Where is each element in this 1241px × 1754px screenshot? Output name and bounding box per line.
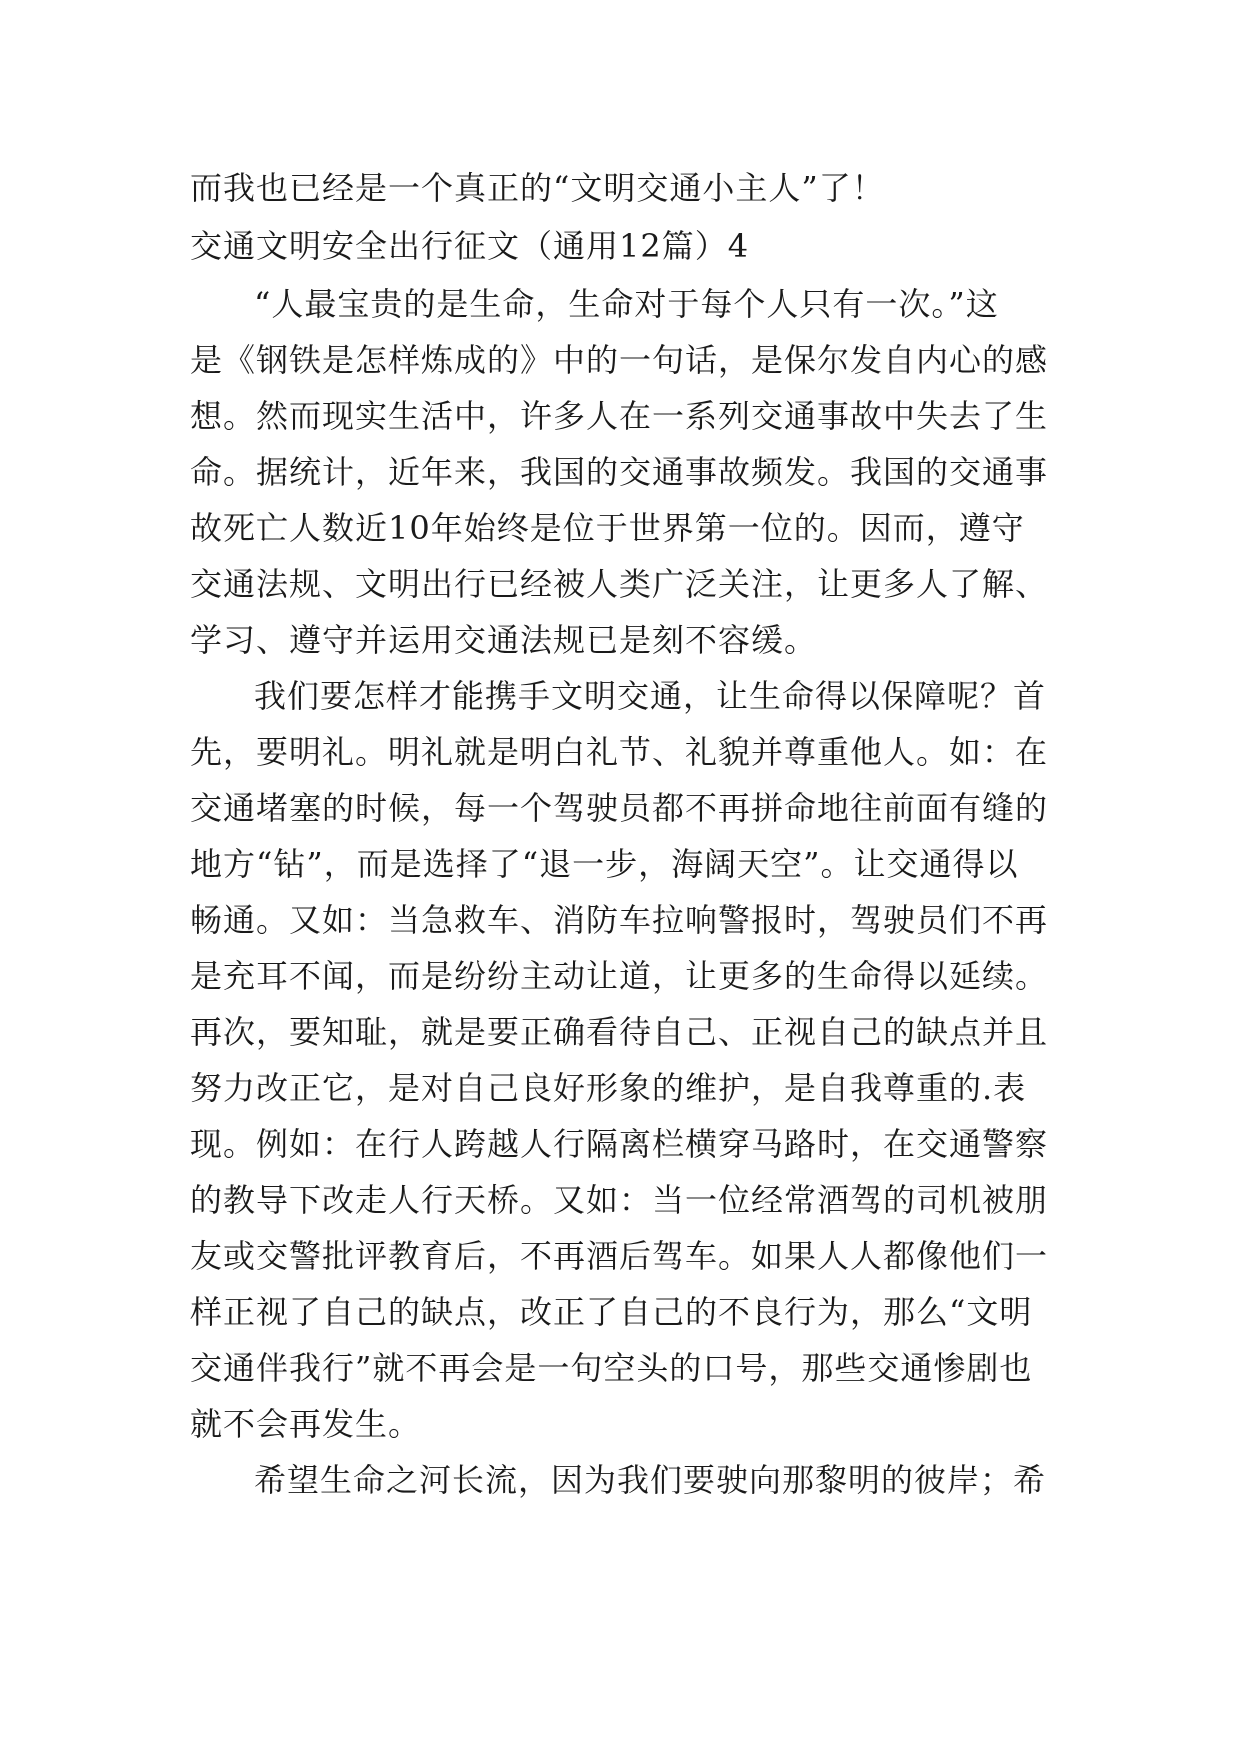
text-line: 交通法规、文明出行已经被人类广泛关注，让更多人了解、 (190, 565, 1049, 603)
text-line: 友或交警批评教育后，不再酒后驾车。如果人人都像他们一 (190, 1237, 1049, 1275)
text-line: 是《钢铁是怎样炼成的》中的一句话，是保尔发自内心的感 (190, 341, 1049, 379)
text-line: 再次，要知耻，就是要正确看待自己、正视自己的缺点并且 (190, 1013, 1049, 1051)
text-line: 想。然而现实生活中，许多人在一系列交通事故中失去了生 (190, 397, 1049, 435)
text-line: 畅通。又如：当急救车、消防车拉响警报时，驾驶员们不再 (190, 901, 1049, 939)
text-line: 样正视了自己的缺点，改正了自己的不良行为，那么“文明 (190, 1293, 1033, 1331)
document-body (190, 160, 1050, 1508)
text-line: 我们要怎样才能携手文明交通，让生命得以保障呢？首 (254, 677, 1047, 715)
text-line: 学习、遵守并运用交通法规已是刻不容缓。 (190, 621, 818, 659)
text-line: 希望生命之河长流，因为我们要驶向那黎明的彼岸；希 (254, 1461, 1047, 1499)
text-line: 现。例如：在行人跨越人行隔离栏横穿马路时，在交通警察 (190, 1125, 1049, 1163)
text-line: 交通伴我行”就不再会是一句空头的口号，那些交通惨剧也 (190, 1349, 1033, 1387)
text-line: 的教导下改走人行天桥。又如：当一位经常酒驾的司机被朋 (190, 1181, 1049, 1219)
text-line: 努力改正它，是对自己良好形象的维护，是自我尊重的.表 (190, 1069, 1027, 1107)
text-line: 交通堵塞的时候，每一个驾驶员都不再拼命地往前面有缝的 (190, 789, 1049, 827)
text-line: 先，要明礼。明礼就是明白礼节、礼貌并尊重他人。如：在 (190, 733, 1049, 771)
text-line: 而我也已经是一个真正的“文明交通小主人”了！ (190, 169, 885, 207)
section-title: 交通文明安全出行征文（通用12篇）4 (190, 227, 750, 265)
text-line: 就不会再发生。 (190, 1405, 422, 1443)
text-line: 地方“钻”，而是选择了“退一步，海阔天空”。让交通得以 (190, 845, 1019, 883)
text-line: “人最宝贵的是生命，生命对于每个人只有一次。”这 (254, 285, 999, 323)
text-line: 是充耳不闻，而是纷纷主动让道，让更多的生命得以延续。 (190, 957, 1049, 995)
text-line: 命。据统计，近年来，我国的交通事故频发。我国的交通事 (190, 453, 1049, 491)
text-line: 故死亡人数近10年始终是位于世界第一位的。因而，遵守 (190, 509, 1025, 547)
